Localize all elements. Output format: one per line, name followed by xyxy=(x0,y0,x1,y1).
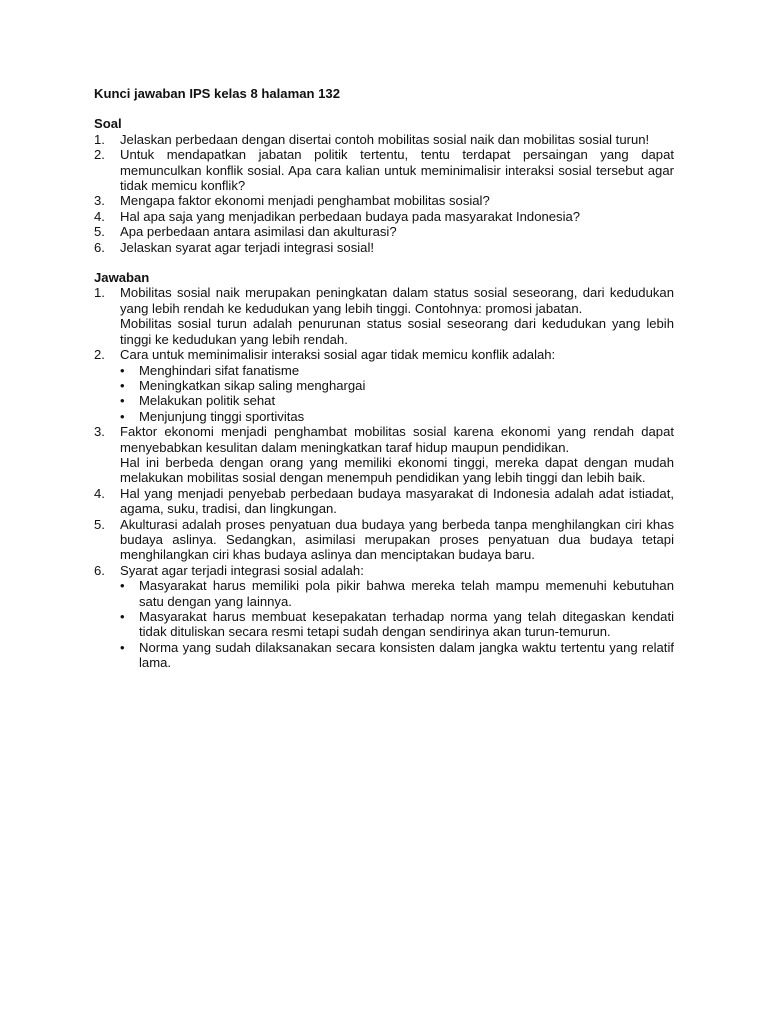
questions-heading: Soal xyxy=(94,116,122,132)
answers-list xyxy=(94,285,674,670)
answer-item xyxy=(94,285,674,347)
question-text: Hal apa saja yang menjadikan perbedaan budaya pada masyarakat Indonesia? xyxy=(120,208,581,224)
answer-item xyxy=(94,517,674,563)
question-item xyxy=(94,224,674,239)
bullet-item xyxy=(120,363,674,378)
answer-paragraph: Mobilitas sosial turun adalah penurunan status sosial seseorang dari kedudukan yang lebih tinggi ke kedudukan yang lebih rendah. xyxy=(120,316,674,347)
bullet-icon: • xyxy=(120,609,125,624)
bullet-item xyxy=(120,578,674,609)
answer-number: 2. xyxy=(94,347,105,363)
question-item xyxy=(94,240,674,255)
answer-intro: Syarat agar terjadi integrasi sosial adalah: xyxy=(120,562,364,578)
answer-intro: Cara untuk meminimalisir interaksi sosial agar tidak memicu konflik adalah: xyxy=(120,347,556,363)
document-title: Kunci jawaban IPS kelas 8 halaman 132 xyxy=(94,86,340,101)
question-text: Jelaskan perbedaan dengan disertai contoh mobilitas sosial naik dan mobilitas sosial turun! xyxy=(120,131,650,147)
bullet-item xyxy=(120,409,674,424)
bullet-text: Menjunjung tinggi sportivitas xyxy=(139,408,305,424)
answer-number: 1. xyxy=(94,285,105,301)
bullet-text: Menghindari sifat fanatisme xyxy=(139,362,300,378)
answer-item xyxy=(94,563,674,671)
question-text: Mengapa faktor ekonomi menjadi penghambat mobilitas sosial? xyxy=(120,193,490,209)
answer-item xyxy=(94,347,674,424)
question-number: 5. xyxy=(94,224,105,240)
question-number: 1. xyxy=(94,131,105,147)
question-number: 3. xyxy=(94,193,105,209)
question-item xyxy=(94,209,674,224)
bullet-text: Masyarakat harus membuat kesepakatan terhadap norma yang telah ditegaskan kendati tidak dituliskan secara resmi tetapi sudah dengan sendirinya akan turun-temurun. xyxy=(139,609,674,640)
bullet-icon: • xyxy=(120,408,125,424)
bullet-icon: • xyxy=(120,639,125,655)
bullet-list xyxy=(120,578,674,670)
bullet-item xyxy=(120,393,674,408)
question-item xyxy=(94,132,674,147)
bullet-icon: • xyxy=(120,362,125,378)
answer-number: 4. xyxy=(94,485,105,501)
answer-paragraph: Akulturasi adalah proses penyatuan dua budaya yang berbeda tanpa menghilangkan ciri khas budaya aslinya. Sedangkan, asimilasi merupakan proses penyatuan dua budaya tetapi menghilangkan ciri khas budaya aslinya dan menciptakan budaya baru. xyxy=(120,516,674,563)
question-number: 4. xyxy=(94,208,105,224)
answer-paragraph: Hal ini berbeda dengan orang yang memiliki ekonomi tinggi, mereka dapat dengan mudah melakukan mobilitas sosial dengan menempuh pendidikan yang lebih tinggi dan lebih baik. xyxy=(120,454,674,486)
answer-item xyxy=(94,486,674,517)
section-spacer xyxy=(94,255,674,270)
questions-list xyxy=(94,132,674,255)
bullet-icon: • xyxy=(120,578,125,594)
question-text: Jelaskan syarat agar terjadi integrasi sosial! xyxy=(120,239,374,255)
question-item xyxy=(94,193,674,208)
bullet-list xyxy=(120,363,674,425)
answer-paragraph: Mobilitas sosial naik merupakan peningkatan dalam status sosial seseorang, dari kedudukan yang lebih rendah ke kedudukan yang lebih tinggi. Contohnya: promosi jabatan. xyxy=(120,285,674,316)
document-body xyxy=(94,86,674,671)
bullet-item xyxy=(120,640,674,671)
bullet-icon: • xyxy=(120,393,125,409)
question-number: 6. xyxy=(94,239,105,255)
bullet-text: Melakukan politik sehat xyxy=(139,393,276,409)
answer-paragraph: Faktor ekonomi menjadi penghambat mobilitas sosial karena ekonomi yang rendah dapat menyebabkan kesulitan dalam meningkatkan taraf hidup maupun pendidikan. xyxy=(120,424,674,455)
question-text: Apa perbedaan antara asimilasi dan akulturasi? xyxy=(120,224,397,240)
answers-heading: Jawaban xyxy=(94,270,150,286)
answer-number: 5. xyxy=(94,516,105,532)
question-number: 2. xyxy=(94,147,105,163)
bullet-icon: • xyxy=(120,377,125,393)
bullet-text: Norma yang sudah dilaksanakan secara konsisten dalam jangka waktu tertentu yang relatif lama. xyxy=(139,639,674,671)
answer-number: 3. xyxy=(94,424,105,440)
bullet-text: Masyarakat harus memiliki pola pikir bahwa mereka telah mampu memenuhi kebutuhan satu dengan yang lainnya. xyxy=(139,578,674,609)
answer-item xyxy=(94,424,674,486)
answer-paragraph: Hal yang menjadi penyebab perbedaan budaya masyarakat di Indonesia adalah adat istiadat, agama, suku, tradisi, dan lingkungan. xyxy=(120,485,674,517)
bullet-text: Meningkatkan sikap saling menghargai xyxy=(139,377,366,393)
answer-number: 6. xyxy=(94,562,105,578)
bullet-item xyxy=(120,609,674,640)
question-item xyxy=(94,147,674,193)
bullet-item xyxy=(120,378,674,393)
question-text: Untuk mendapatkan jabatan politik tertentu, tentu terdapat persaingan yang dapat memunculkan konflik sosial. Apa cara kalian untuk meminimalisir interaksi sosial tersebut agar tidak memicu konflik? xyxy=(120,147,674,194)
